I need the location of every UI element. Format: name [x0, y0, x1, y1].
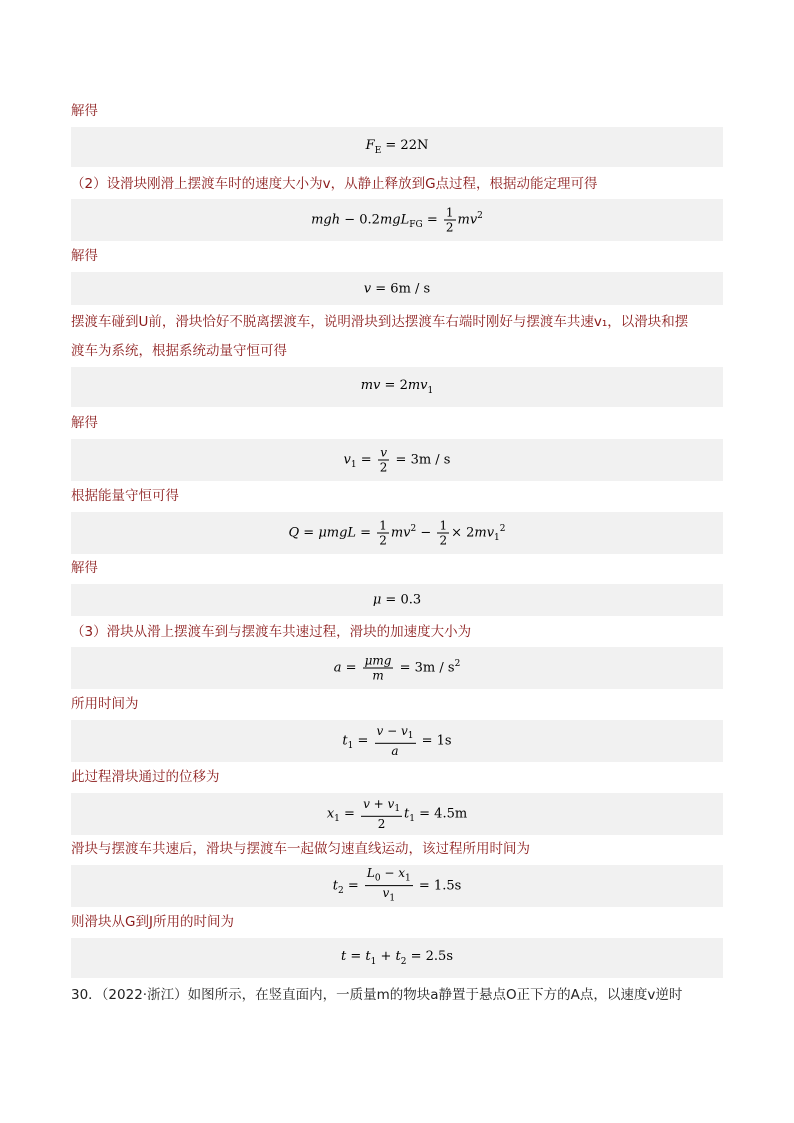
text-jiede-4: 解得 [71, 560, 98, 576]
equation-fe: $F_E = 22N$ [365, 138, 429, 156]
text-part3: （3）滑块从滑上摆渡车到与摆渡车共速过程，滑块的加速度大小为 [71, 624, 472, 640]
equation-box-7 [71, 584, 723, 616]
text-part2: （2）设滑块刚滑上摆渡车时的速度大小为v，从静止释放到G点过程，根据动能定理可得 [71, 176, 598, 192]
equation-box-5 [71, 439, 723, 481]
equation-t2: $t_2$ = $\frac{L_0 - x_1}{v_1}$ = 1.5s [332, 866, 462, 904]
text-uniform-motion: 滑块与摆渡车共速后，滑块与摆渡车一起做匀速直线运动，该过程所用时间为 [71, 841, 530, 857]
text-time-used: 所用时间为 [71, 696, 139, 712]
equation-box-10 [71, 793, 723, 835]
equation-v1: $v_1$ = $\frac{v}{2}$ = 3m / s [343, 445, 451, 475]
equation-box-8 [71, 647, 723, 689]
equation-box-11 [71, 865, 723, 907]
equation-momentum: mv = $2mv_1$ [360, 378, 434, 396]
text-energy-conservation: 根据能量守恒可得 [71, 488, 179, 504]
equation-t-total: $t = t_1 + t_2 = 2.5s$ [340, 949, 454, 967]
text-displacement: 此过程滑块通过的位移为 [71, 769, 220, 785]
equation-box-4 [71, 367, 723, 407]
equation-box-6 [71, 512, 723, 554]
equation-v: v = 6m / s [363, 281, 431, 296]
text-jiede-2: 解得 [71, 248, 98, 264]
equation-heat: Q = μmgL = $\frac{1}{2}$ $mv^2$ − $\frac{1}{2}$ × $2mv_1^2$ [288, 518, 506, 548]
equation-mu: μ = 0.3 [372, 592, 422, 608]
equation-t1: $t_1$ = $\frac{v - v_1}{a}$ = 1s [342, 723, 452, 759]
text-momentum-2: 渡车为系统，根据系统动量守恒可得 [71, 343, 287, 359]
question-30: 30．（2022·浙江）如图所示，在竖直面内，一质量m的物块a静置于悬点O正下方的A点，以速度v逆时 [71, 987, 683, 1003]
equation-box-12 [71, 938, 723, 978]
equation-box-1 [71, 127, 723, 167]
equation-box-2 [71, 199, 723, 241]
equation-acceleration: a = $\frac{\text{μmg}}{m}$ = $3m / s^2$ [333, 653, 461, 683]
equation-box-3 [71, 272, 723, 305]
equation-energy-theorem: mgh − 0.2mgL$_{FG}$ = $\frac{1}{2}$ $mv^2$ [311, 205, 483, 235]
text-momentum-1: 摆渡车碰到U前，滑块恰好不脱离摆渡车，说明滑块到达摆渡车右端时刚好与摆渡车共速v₁，以滑块和摆 [71, 314, 689, 330]
equation-x1: $x_1$ = $\frac{v + v_1}{2}$ $t_1 = 4.5m$ [326, 796, 468, 832]
text-jiede-1: 解得 [71, 103, 98, 119]
text-jiede-3: 解得 [71, 415, 98, 431]
equation-box-9 [71, 720, 723, 762]
text-total-time: 则滑块从G到J所用的时间为 [71, 914, 234, 930]
